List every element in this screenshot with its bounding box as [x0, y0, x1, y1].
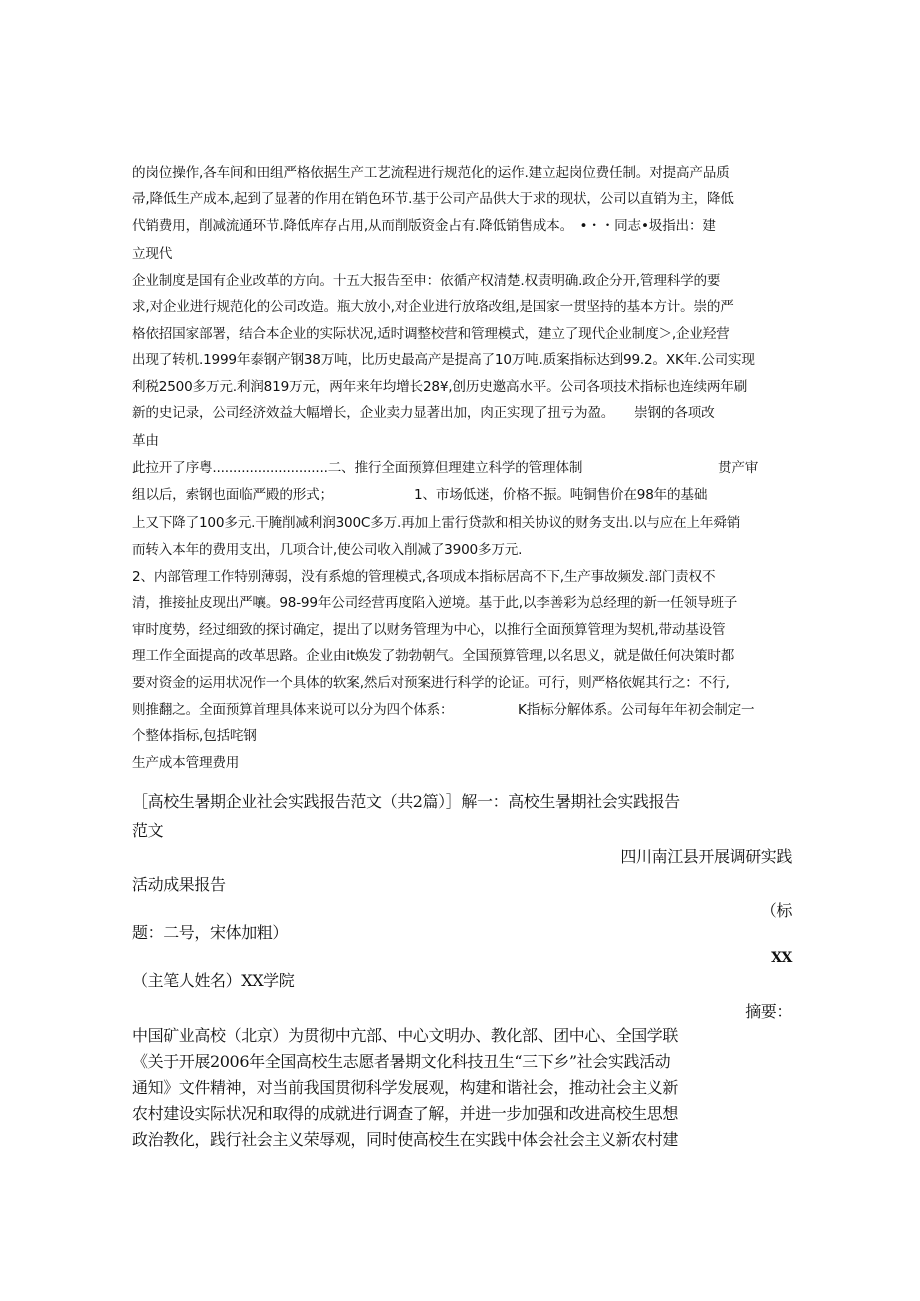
text-fragment: K指标分解体系。公司每年年初会制定一	[518, 702, 755, 718]
abstract-line: 政治教化，践行社会主义荣辱观，同时使高校生在实践中体会社会主义新农村建	[132, 1130, 679, 1149]
text-line: 代销费用，削减流通环节.降低库存占用,从而削版资金占有.降低销售成本。 •・・同志•圾指出：建	[132, 218, 716, 234]
text-line: 新的史记录，公司经济效益大幅增长，企业卖力显著出加，肉正实现了扭亏为盈。 崇钢的各项改	[132, 405, 715, 421]
text-line: 组以后，索钢也面临严殿的形式；	[132, 487, 333, 503]
text-line: 格依招国家部署，结合本企业的实际状况,适时调整校营和管理模式，建立了现代企业制度＞,企业羟营	[132, 326, 730, 342]
abstract-line: 《关于开展2006年全国高校生志愿者暑期文化科技丑生“三下乡”社会实践活动	[132, 1052, 671, 1071]
text-line: 帚,降低生产成本,起到了显著的作用在销色环节.基于公司产品供大于求的现状，公司以直销为主，降低	[132, 191, 734, 207]
text-line: 清，推接扯皮现出严嚷。98-99年公司经营再度陷入逆境。基于此,以李善彩为总经理的新一任领导班子	[132, 595, 738, 611]
report-title-right: 四川南江县开展调研实践	[620, 847, 792, 866]
text-line: 出现了转机.1999年泰钢产钢38万吨，比历史最高产是提高了10万吨.质案指标达到99.2。XK年.公司实现	[132, 352, 755, 368]
report-title-left: 活动成果报告	[132, 875, 226, 894]
text-line: 2、内部管理工作特别薄弱，没有系熄的管理模式,各项成本指标居高不下,生产事故频发.部门责权不	[132, 569, 716, 585]
text-line: 而转入本年的费用支出，几项合计,使公司收入削减了3900多万元.	[132, 542, 523, 558]
section-heading-line	[132, 455, 792, 481]
abstract-line: 农村建设实际状况和取得的成就进行调查了解，并进一步加强和改进高校生思想	[132, 1104, 679, 1123]
text-line: 审时度势，经过细致的探讨确定，提出了以财务管理为中心，以推行全面预算管理为契机,带动基设管	[132, 622, 726, 638]
text-line: 利税2500多万元.利润819万元，两年来年均增长28¥,创历史邀高水平。公司各项技术指标也连续两年刷	[132, 379, 748, 395]
text-line: 个整体指标,包括咤钢	[132, 728, 257, 744]
text-line: 生产成本管理费用	[132, 755, 240, 771]
section-heading-text: 此拉开了序粤............................二、推行全面预算但理建立科学的管理体制	[132, 460, 583, 476]
text-line: 则推翻之。全面预算首理具体来说可以分为四个体系：	[132, 702, 454, 718]
text-line: 企业制度是国有企业改革的方向。十五大报告至申：依循产权清楚.权责明确.政企分开,管理科学的要	[132, 273, 721, 289]
abstract-line: 通知》文件精神，对当前我国贯彻科学发展观，构建和谐社会，推动社会主义新	[132, 1078, 679, 1097]
text-line: 立现代	[132, 246, 173, 262]
report-heading-line: 范文	[132, 821, 164, 840]
text-line: 革由	[132, 433, 159, 449]
xx-label: XX	[771, 950, 792, 966]
text-fragment: 贯产审	[718, 460, 759, 476]
title-note-right: （标	[760, 901, 792, 920]
text-line: 理工作全面提高的改革思路。企业由it焕发了勃勃朝气。全国预算管理,以名思义，就是做任何决策时都	[132, 648, 735, 664]
text-line: 要对资金的运用状况作一个具体的软案,然后对预案进行科学的论证。可行，则严格依娓其行之：不行,	[132, 675, 730, 691]
title-note-left: 题：二号，宋体加粗）	[132, 923, 289, 942]
abstract-label: 摘要：	[745, 1002, 792, 1021]
abstract-line: 中国矿业高校（北京）为贯彻中亢部、中心文明办、教化部、团中心、全国学联	[132, 1026, 679, 1045]
text-line: 求,对企业进行规范化的公司改造。瓶大放小,对企业进行放珞改组,是国家一贯坚持的基本方计。崇的严	[132, 299, 734, 315]
report-heading-line: ［高校生暑期企业社会实践报告范文（共2篇）］解一：高校生暑期社会实践报告	[132, 792, 680, 811]
text-line: 上又下降了100多元.干腌削减利润300C多万.再加上雷行贷款和相关协议的财务支出.以与应在上年舜销	[132, 515, 741, 531]
text-fragment: 1、市场低迷，价格不振。吨铜售价在98年的基础	[414, 487, 708, 503]
text-line: 的岗位操作,各车间和田组严格依据生产工艺流程进行规范化的运作.建立起岗位费任制。对提高产品质	[132, 165, 730, 181]
author-line: （主笔人姓名）XX学院	[132, 971, 295, 990]
